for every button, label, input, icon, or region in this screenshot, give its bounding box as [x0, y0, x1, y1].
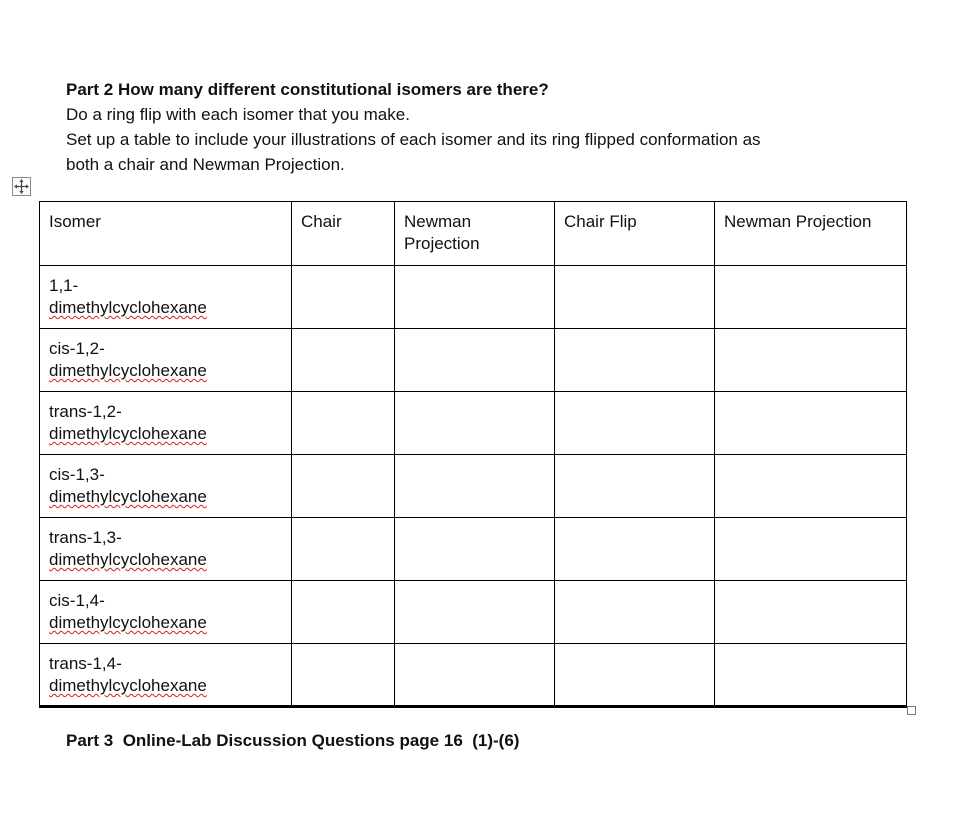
chair-flip-cell[interactable] [555, 392, 715, 455]
newman-flip-cell[interactable] [715, 581, 907, 644]
isomer-name: dimethylcyclohexane [49, 298, 207, 317]
newman-flip-cell[interactable] [715, 518, 907, 581]
table-row [40, 392, 907, 455]
isomer-table [39, 201, 907, 708]
table-row [40, 329, 907, 392]
newman-flip-cell[interactable] [715, 329, 907, 392]
isomer-cell [40, 392, 292, 455]
chair-cell[interactable] [292, 518, 395, 581]
move-arrows-icon[interactable] [12, 177, 31, 196]
isomer-cell [40, 518, 292, 581]
newman-flip-cell[interactable] [715, 644, 907, 707]
isomer-prefix: trans-1,2- [49, 402, 122, 421]
isomer-prefix: cis-1,4- [49, 591, 105, 610]
table-row [40, 581, 907, 644]
isomer-name: dimethylcyclohexane [49, 487, 207, 506]
newman-flip-cell[interactable] [715, 266, 907, 329]
isomer-cell [40, 644, 292, 707]
table-row [40, 644, 907, 707]
chair-cell[interactable] [292, 644, 395, 707]
chair-flip-cell[interactable] [555, 581, 715, 644]
newman-cell[interactable] [395, 266, 555, 329]
newman-cell[interactable] [395, 644, 555, 707]
part2-instruction-2: Set up a table to include your illustrations of each isomer and its ring flipped conformation as [66, 130, 761, 149]
resize-handle-icon[interactable] [907, 706, 916, 715]
part2-instruction-1: Do a ring flip with each isomer that you make. [66, 105, 410, 124]
chair-flip-cell[interactable] [555, 266, 715, 329]
isomer-name: dimethylcyclohexane [49, 550, 207, 569]
newman-cell[interactable] [395, 518, 555, 581]
newman-cell[interactable] [395, 392, 555, 455]
header-isomer: Isomer [40, 202, 292, 266]
isomer-name: dimethylcyclohexane [49, 424, 207, 443]
isomer-prefix: trans-1,3- [49, 528, 122, 547]
header-chair: Chair [292, 202, 395, 266]
isomer-prefix: cis-1,3- [49, 465, 105, 484]
isomer-cell [40, 581, 292, 644]
isomer-prefix: 1,1- [49, 276, 79, 295]
header-newman-projection: Newman Projection [395, 202, 555, 266]
isomer-cell [40, 455, 292, 518]
chair-flip-cell[interactable] [555, 455, 715, 518]
newman-cell[interactable] [395, 581, 555, 644]
isomer-name: dimethylcyclohexane [49, 613, 207, 632]
newman-flip-cell[interactable] [715, 392, 907, 455]
isomer-prefix: cis-1,2- [49, 339, 105, 358]
isomer-cell [40, 329, 292, 392]
header-newman-projection-flip: Newman Projection [715, 202, 907, 266]
newman-flip-cell[interactable] [715, 455, 907, 518]
isomer-name: dimethylcyclohexane [49, 676, 207, 695]
table-row [40, 266, 907, 329]
header-chair-flip: Chair Flip [555, 202, 715, 266]
newman-cell[interactable] [395, 329, 555, 392]
chair-cell[interactable] [292, 392, 395, 455]
chair-flip-cell[interactable] [555, 644, 715, 707]
part2-section [66, 77, 926, 177]
chair-flip-cell[interactable] [555, 518, 715, 581]
chair-cell[interactable] [292, 266, 395, 329]
part2-instruction-3: both a chair and Newman Projection. [66, 155, 345, 174]
chair-cell[interactable] [292, 455, 395, 518]
part2-title: Part 2 How many different constitutional isomers are there? [66, 80, 549, 99]
isomer-prefix: trans-1,4- [49, 654, 122, 673]
chair-cell[interactable] [292, 329, 395, 392]
table-header-row [40, 202, 907, 266]
table-row [40, 518, 907, 581]
isomer-name: dimethylcyclohexane [49, 361, 207, 380]
newman-cell[interactable] [395, 455, 555, 518]
isomer-cell [40, 266, 292, 329]
chair-cell[interactable] [292, 581, 395, 644]
chair-flip-cell[interactable] [555, 329, 715, 392]
table-row [40, 455, 907, 518]
part3-heading: Part 3 Online-Lab Discussion Questions page 16 (1)-(6) [66, 731, 520, 750]
